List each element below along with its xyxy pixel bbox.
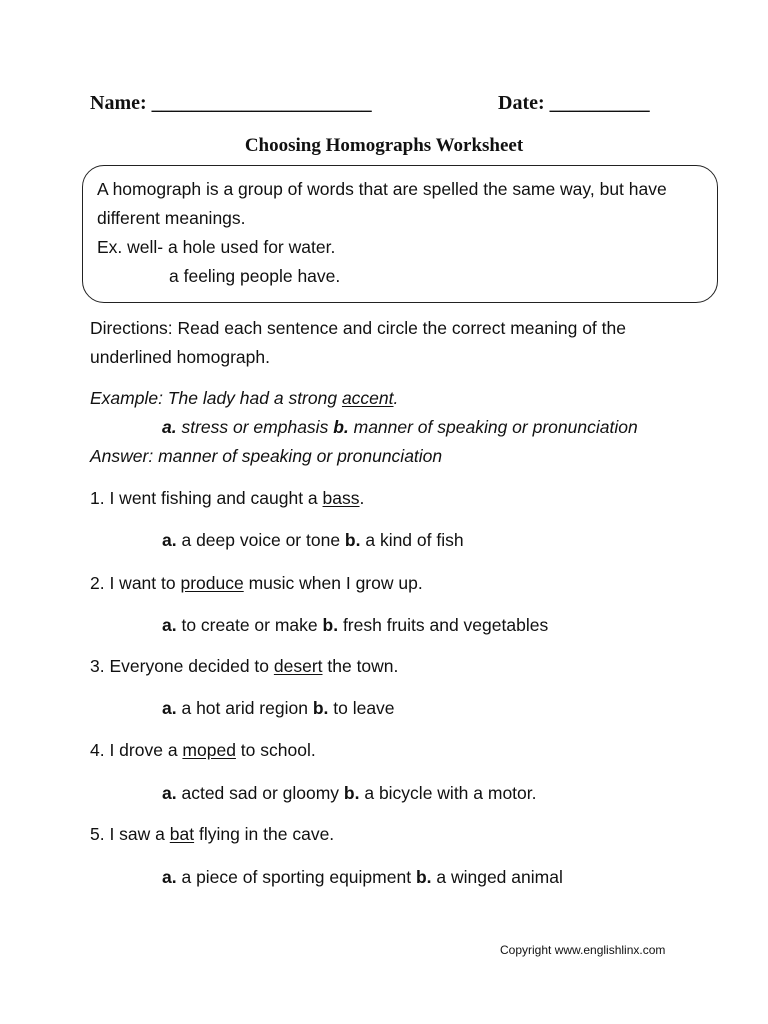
question-text: 3. Everyone decided to bbox=[90, 656, 274, 676]
example-homograph: accent bbox=[341, 388, 394, 408]
example-choice-b-label: b. bbox=[333, 417, 349, 437]
choice-b-text[interactable]: a bicycle with a motor. bbox=[359, 783, 537, 803]
question-text: 4. I drove a bbox=[90, 740, 183, 760]
definition-example-1: Ex. well- a hole used for water. bbox=[97, 237, 336, 257]
example-block bbox=[90, 384, 638, 471]
choice-a-label: a. bbox=[162, 530, 177, 550]
directions-line-2: underlined homograph. bbox=[90, 347, 270, 367]
question-text-end: the town. bbox=[322, 656, 399, 676]
question-4 bbox=[90, 740, 316, 761]
example-choice-a-label: a. bbox=[162, 417, 177, 437]
question-2 bbox=[90, 573, 423, 594]
question-text-end: music when I grow up. bbox=[243, 573, 423, 593]
question-3-choices bbox=[162, 698, 395, 719]
definition-line-2: different meanings. bbox=[97, 208, 246, 228]
worksheet-title: Choosing Homographs Worksheet bbox=[244, 135, 524, 156]
choice-b-text[interactable]: to leave bbox=[328, 698, 395, 718]
name-blank: ______________________ bbox=[151, 92, 372, 114]
question-4-choices bbox=[162, 783, 537, 804]
question-homograph: bat bbox=[169, 824, 195, 844]
choice-a-text[interactable]: acted sad or gloomy bbox=[176, 783, 344, 803]
choice-b-text[interactable]: a winged animal bbox=[431, 867, 563, 887]
choice-b-label: b. bbox=[415, 867, 432, 887]
choice-a-label: a. bbox=[162, 698, 177, 718]
question-homograph: moped bbox=[182, 740, 236, 760]
example-choices bbox=[90, 413, 638, 442]
question-homograph: desert bbox=[273, 656, 323, 676]
question-text-end: flying in the cave. bbox=[194, 824, 335, 844]
question-homograph: bass bbox=[322, 488, 360, 508]
date-label: Date: bbox=[498, 92, 545, 114]
question-text: 5. I saw a bbox=[90, 824, 170, 844]
choice-b-label: b. bbox=[322, 615, 339, 635]
question-homograph: produce bbox=[180, 573, 244, 593]
definition-line-1: A homograph is a group of words that are spelled the same way, but have bbox=[97, 179, 667, 199]
example-choice-a-text: stress or emphasis bbox=[176, 417, 334, 437]
choice-b-label: b. bbox=[312, 698, 329, 718]
directions bbox=[90, 314, 626, 372]
example-suffix: . bbox=[393, 388, 399, 408]
choice-b-label: b. bbox=[343, 783, 360, 803]
date-blank: __________ bbox=[549, 92, 650, 114]
question-1 bbox=[90, 488, 364, 509]
choice-a-text[interactable]: to create or make bbox=[176, 615, 323, 635]
question-text: 2. I want to bbox=[90, 573, 181, 593]
example-answer: Answer: manner of speaking or pronunciation bbox=[90, 446, 443, 466]
question-text-end: to school. bbox=[235, 740, 316, 760]
question-text: 1. I went fishing and caught a bbox=[90, 488, 323, 508]
question-5 bbox=[90, 824, 334, 845]
name-label: Name: bbox=[90, 92, 147, 114]
example-choice-b-text: manner of speaking or pronunciation bbox=[348, 417, 638, 437]
choice-a-text[interactable]: a hot arid region bbox=[176, 698, 313, 718]
choice-a-text[interactable]: a deep voice or tone bbox=[176, 530, 345, 550]
choice-b-text[interactable]: a kind of fish bbox=[360, 530, 464, 550]
example-sentence bbox=[90, 384, 638, 413]
example-prefix: Example: The lady had a strong bbox=[90, 388, 342, 408]
directions-line-1: Directions: Read each sentence and circle the correct meaning of the bbox=[90, 318, 626, 338]
choice-a-label: a. bbox=[162, 867, 177, 887]
question-2-choices bbox=[162, 615, 548, 636]
definition-example-2: a feeling people have. bbox=[169, 266, 341, 286]
choice-b-label: b. bbox=[344, 530, 361, 550]
date-field bbox=[498, 92, 650, 115]
question-5-choices bbox=[162, 867, 563, 888]
choice-b-text[interactable]: fresh fruits and vegetables bbox=[338, 615, 549, 635]
choice-a-text[interactable]: a piece of sporting equipment bbox=[176, 867, 416, 887]
name-field bbox=[90, 92, 372, 115]
definition-text bbox=[97, 175, 667, 291]
question-3 bbox=[90, 656, 398, 677]
copyright-notice: Copyright www.englishlinx.com bbox=[500, 943, 666, 957]
question-text-end: . bbox=[359, 488, 365, 508]
choice-a-label: a. bbox=[162, 615, 177, 635]
question-1-choices bbox=[162, 530, 464, 551]
choice-a-label: a. bbox=[162, 783, 177, 803]
